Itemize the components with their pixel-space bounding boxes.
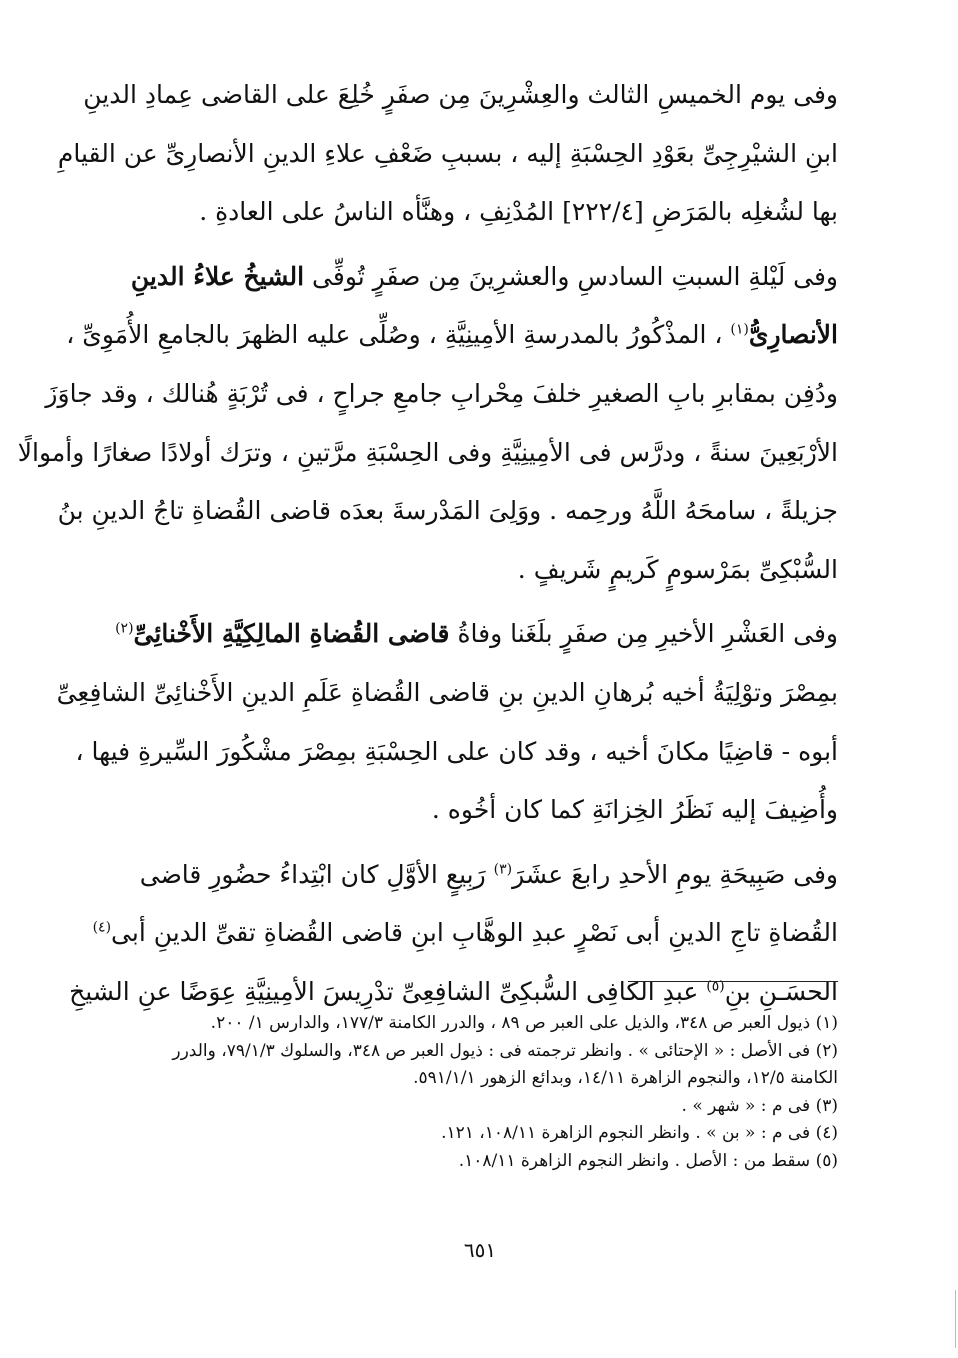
person-name: قاضى القُضاةِ المالِكِيَّةِ الأَخْنائِىِّ <box>133 619 450 649</box>
footnotes <box>120 1010 838 1175</box>
footnote: (٥) سقط من : الأصل . وانظر النجوم الزاهرة ١٠٨/١١. <box>458 1150 838 1171</box>
text-line <box>130 248 838 307</box>
text-line <box>92 904 838 963</box>
text-span: وفى العَشْرِ الأخيرِ مِن صفَرٍ بلَغَنا وفاةُ <box>449 619 838 649</box>
text-line <box>115 605 838 664</box>
text-line: جزيلةً ، سامحَهُ اللَّهُ ورحِمه . ووَلِىَ المَدْرسةَ بعدَه قاضى القُضاةِ تاجُ الدينِ بنُ <box>57 496 838 526</box>
paragraph-1 <box>57 66 838 242</box>
text-span: الحسَـنِ بنِ <box>724 976 838 1006</box>
text-span: وفى صَبِيحَةِ يومِ الأحدِ رابعَ عشَرَ <box>512 859 838 889</box>
footnote-ref: (٢) <box>115 621 134 638</box>
footnote-divider <box>628 981 838 982</box>
text-line: أبوه - قاضِيًا مكانَ أخيه ، وقد كان على الحِسْبَةِ بمِصْرَ مشْكُورَ السِّيرةِ فيها ، <box>75 736 838 766</box>
text-line: بمِصْرَ وتوْلِيَةُ أخيه بُرهانِ الدينِ بنِ قاضى القُضاةِ عَلَمِ الدينِ الأَخْنائِىِّ الشافِعِىِّ <box>56 677 838 707</box>
footnote: الكامنة ١٢/٥، والنجوم الزاهرة ١٤/١١، وبدائع الزهور ٥٩١/١/١. <box>413 1068 838 1088</box>
footnote-ref: (٤) <box>92 919 112 936</box>
paragraph-3 <box>56 605 838 839</box>
footnote-ref: (٥) <box>706 978 725 995</box>
text-span: رَبِيعٍ الأوَّلِ كان ابْتِداءُ حضُورِ قاضى <box>139 859 494 889</box>
text-line: وأُضِيفَ إليه نَظَرُ الخِزانَةِ كما كان أخُوه . <box>431 795 838 825</box>
footnote: (٣) فى م : « شهر » . <box>681 1095 838 1116</box>
footnote-ref: (٣) <box>493 861 513 878</box>
text-line: ابنِ الشيْرِجِىِّ بعَوْدِ الحِسْبَةِ إليه ، بسببِ ضَعْفِ علاءِ الدينِ الأنصارِىِّ عن القيامِ <box>57 138 838 168</box>
main-text <box>17 66 838 1022</box>
footnote: (٢) فى الأصل : « الإحتائى » . وانظر ترجمته فى : ذيول العبر ص ٣٤٨، والسلوك ٧٩/١/٣، والدرر <box>172 1040 838 1061</box>
text-span: القُضاةِ تاجِ الدينِ أبى نَصْرٍ عبدِ الوهَّابِ ابنِ قاضى القُضاةِ تقىِّ الدينِ أبى <box>111 918 838 948</box>
text-line: بها لشُغلِه بالمَرَضِ [٢٢٢/٤] المُدْنِفِ ، وهنَّأه الناسُ على العادةِ . <box>199 197 838 227</box>
footnote-ref: (١) <box>730 322 749 339</box>
page-number: ٦٥١ <box>463 1238 497 1262</box>
scan-edge-mark <box>955 1290 956 1348</box>
footnote: (٤) فى م : « بن » . وانظر النجوم الزاهرة ١٠٨/١١، ١٢١. <box>441 1123 838 1143</box>
person-name: الشيخُ علاءُ الدينِ <box>130 261 305 291</box>
paragraph-2 <box>17 248 838 600</box>
text-span: ، المذْكُورُ بالمدرسةِ الأمِينِيَّةِ ، وصُلِّى عليه الظهرَ بالجامعِ الأُمَوِىِّ ، <box>66 320 731 350</box>
text-span: وفى لَيْلةِ السبتِ السادسِ والعشرِينَ مِن صفَرٍ تُوفِّى <box>304 261 838 291</box>
text-line: السُّبْكِىِّ بمَرْسومٍ كَريمٍ شَريفٍ . <box>517 554 838 584</box>
text-span: عبدِ الكافِى السُّبكِىِّ الشافِعِىِّ تدْرِيسَ الأمِينِيَّةِ عِوَضًا عنِ الشيخِ <box>69 976 707 1006</box>
footnote: (١) ذيول العبر ص ٣٤٨، والذيل على العبر ص ٨٩ ، والدرر الكامنة ١٧٧/٣، والدارس ١/ ٢٠٠. <box>210 1013 838 1033</box>
text-line <box>138 846 838 905</box>
person-name: الأنصارِىُّ <box>748 320 838 350</box>
paragraph-4 <box>69 846 838 1022</box>
text-line: ودُفِن بمقابرِ بابِ الصغيرِ خلفَ مِحْرابِ جامعِ جراحٍ ، فى تُرْبَةٍ هُنالك ، وقد جاوَزَ <box>45 378 838 408</box>
text-line: وفى يوم الخميسِ الثالث والعِشْرِينَ مِن صفَرٍ خُلِعَ على القاضى عِمادِ الدينِ <box>83 80 838 109</box>
text-line <box>66 306 838 365</box>
text-line: الأرْبَعِينَ سنةً ، ودرَّس فى الأمِينِيَّةِ وفى الحِسْبَةِ مرَّتينِ ، وترَك أولادًا صغارًا وأموالًا <box>17 437 838 467</box>
